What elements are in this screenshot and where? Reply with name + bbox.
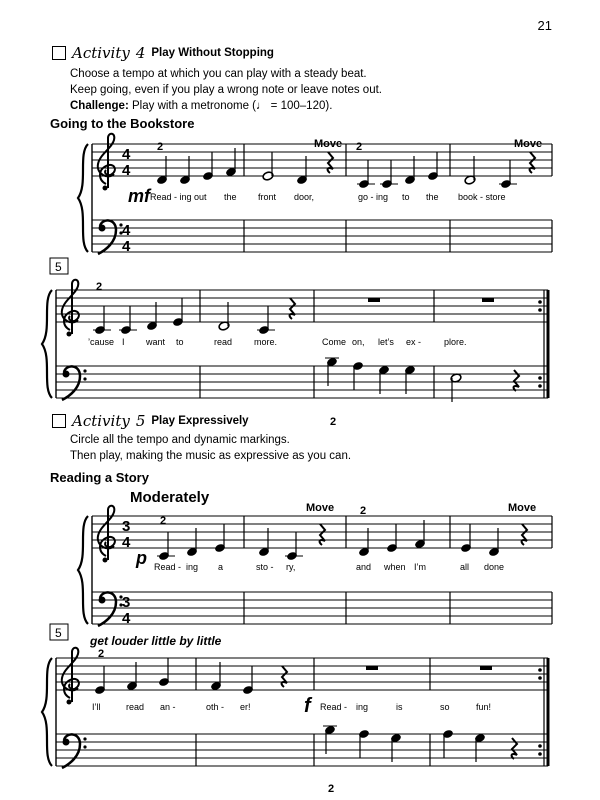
finger-number-2b: 2 [330, 416, 337, 428]
lyric: ex - [406, 337, 422, 347]
song-2-title: Reading a Story [50, 470, 149, 485]
finger-number-3a: 2 [160, 515, 167, 527]
svg-text:4: 4 [122, 610, 131, 627]
lyric: sto - [256, 562, 274, 572]
lyric: on, [352, 337, 365, 347]
activity-4-line1: Choose a tempo at which you can play with a steady beat. [70, 68, 367, 80]
svg-text:3: 3 [122, 518, 131, 535]
lyric: oth - [206, 702, 225, 712]
activity-4-word: Activity [72, 44, 130, 62]
lyric: Read - [320, 702, 348, 712]
lyric: go - ing [358, 192, 389, 202]
lyric: fun! [476, 702, 492, 712]
finger-number-1a: 2 [157, 141, 164, 153]
svg-text:4: 4 [122, 534, 131, 551]
measure-number-1: 5 [55, 260, 62, 274]
system-4 [42, 648, 548, 768]
dynamic-mf: mf [128, 186, 150, 206]
measure-number-2: 5 [55, 626, 62, 640]
lyric: Come [322, 337, 347, 347]
page-number: 21 [537, 18, 552, 33]
lyric: ry, [286, 562, 296, 572]
expression-marking: get louder little by little [90, 634, 222, 648]
lyric: out [194, 192, 207, 202]
finger-number-4a: 2 [98, 648, 105, 660]
lyric: er! [240, 702, 251, 712]
activity-5-word: Activity [72, 412, 130, 430]
lyric: Read - [154, 562, 182, 572]
lyric: ing [356, 702, 369, 712]
lyric: door, [294, 192, 315, 202]
svg-text:4: 4 [122, 238, 131, 255]
lyric: I [122, 337, 125, 347]
activity-5-line1: Circle all the tempo and dynamic markings. [70, 434, 290, 446]
lyric: read [126, 702, 145, 712]
lyric: want [146, 337, 166, 347]
finger-number-4b: 2 [328, 783, 335, 795]
lyric: book - store [458, 192, 506, 202]
lyric: when [384, 562, 406, 572]
lyric: Read - ing [150, 192, 192, 202]
lyric: let’s [378, 337, 394, 347]
svg-text:4: 4 [122, 222, 131, 239]
lyric: and [356, 562, 372, 572]
system-2 [42, 280, 548, 402]
tempo-marking: Moderately [130, 489, 210, 506]
activity-5-line2: Then play, making the music as expressive as you can. [70, 450, 352, 462]
activity-5-name: Play Expressively [151, 415, 249, 427]
lyric: an - [160, 702, 176, 712]
lyric: I’m [414, 562, 426, 572]
challenge-text: Play with a metronome (♩ = 100–120). [132, 100, 333, 112]
lyric: I’ll [92, 702, 101, 712]
move-label-1a: Move [314, 138, 343, 150]
lyric: so [440, 702, 450, 712]
svg-text:4: 4 [122, 146, 131, 163]
lyric: read [214, 337, 233, 347]
lyric: is [396, 702, 403, 712]
lyric: done [484, 562, 505, 572]
activity-4-number: 4 [135, 44, 146, 62]
activity-4-name: Play Without Stopping [151, 47, 274, 59]
activity-4-line2: Keep going, even if you play a wrong note or leave notes out. [70, 84, 382, 96]
lyric: ing [186, 562, 199, 572]
activity-5-number: 5 [135, 412, 146, 430]
challenge-label: Challenge: [70, 100, 129, 112]
lyric: to [176, 337, 184, 347]
lyric: plore. [444, 337, 467, 347]
lyric: more. [254, 337, 278, 347]
song-1-title: Going to the Bookstore [50, 116, 195, 131]
svg-text:4: 4 [122, 162, 131, 179]
dynamic-p: p [136, 548, 147, 568]
system-3 [78, 506, 552, 627]
lyric: the [224, 192, 237, 202]
move-label-1b: Move [514, 138, 543, 150]
finger-number-3b: 2 [360, 505, 367, 517]
move-label-3a: Move [306, 502, 335, 514]
lyric: all [460, 562, 470, 572]
lyric: to [402, 192, 410, 202]
lyric: a [218, 562, 224, 572]
svg-text:3: 3 [122, 594, 131, 611]
lyric: front [258, 192, 277, 202]
dynamic-f: f [304, 695, 311, 717]
finger-number-2a: 2 [96, 281, 103, 293]
lyric: ’cause [88, 337, 115, 347]
move-label-3b: Move [508, 502, 537, 514]
finger-number-1b: 2 [356, 141, 363, 153]
lyric: the [426, 192, 439, 202]
